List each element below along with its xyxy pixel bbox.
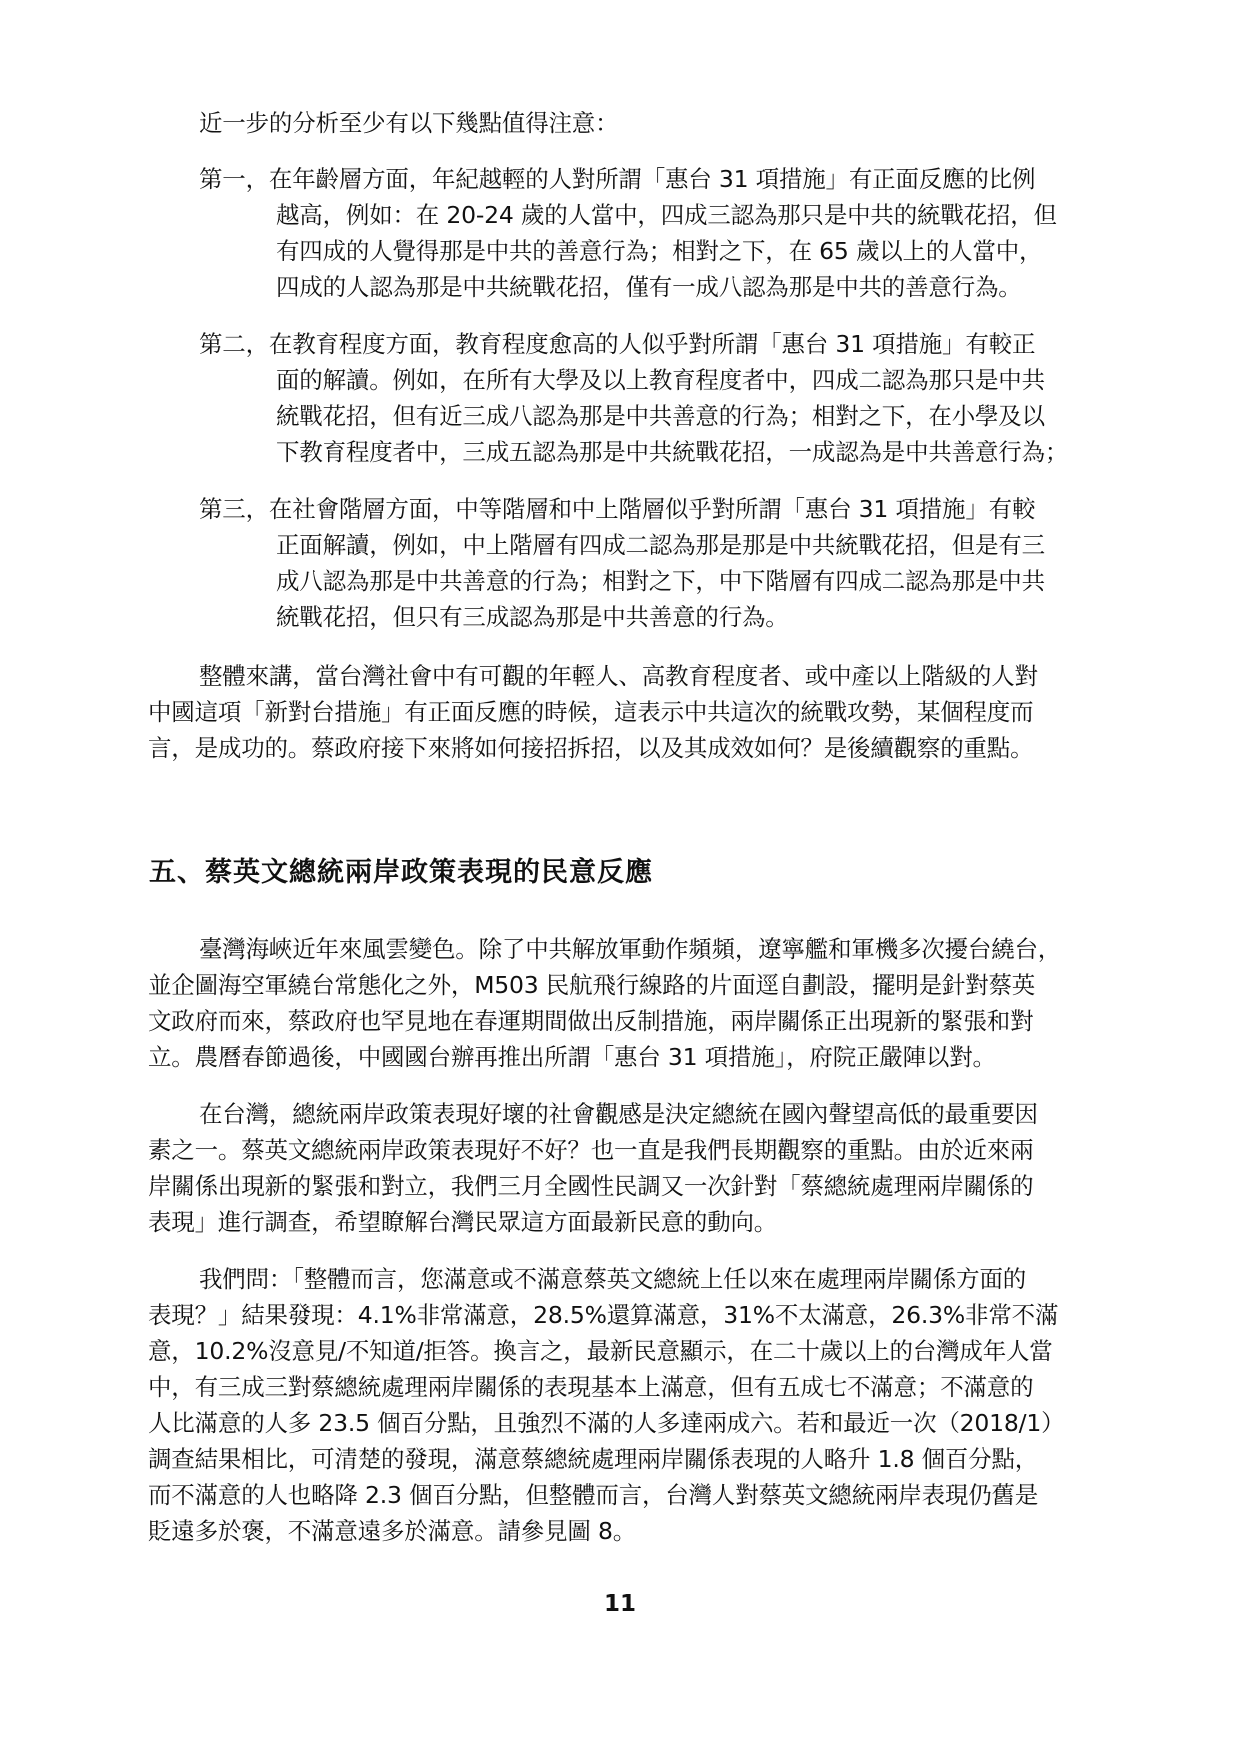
point-line: 統戰花招，但只有三成認為那是中共善意的行為。 <box>276 603 789 631</box>
paragraph-line: 人比滿意的人多 23.5 個百分點，且強烈不滿的人多達兩成六。若和最近一次（2018/1） <box>148 1409 1065 1437</box>
point-line: 成八認為那是中共善意的行為；相對之下，中下階層有四成二認為那是中共 <box>276 567 1045 595</box>
paragraph-line: 言，是成功的。蔡政府接下來將如何接招拆招，以及其成效如何？是後續觀察的重點。 <box>148 734 1034 762</box>
paragraph-line: 貶遠多於褒，不滿意遠多於滿意。請參見圖 8。 <box>148 1517 637 1545</box>
point-line: 面的解讀。例如，在所有大學及以上教育程度者中，四成二認為那只是中共 <box>276 366 1045 394</box>
paragraph-line: 整體來講，當台灣社會中有可觀的年輕人、高教育程度者、或中產以上階級的人對 <box>199 662 1038 690</box>
paragraph-line: 我們問：「整體而言，您滿意或不滿意蔡英文總統上任以來在處理兩岸關係方面的 <box>199 1265 1027 1293</box>
paragraph-line: 在台灣，總統兩岸政策表現好壞的社會觀感是決定總統在國內聲望高低的最重要因 <box>199 1100 1038 1128</box>
point-line: 第三，在社會階層方面，中等階層和中上階層似乎對所謂「惠台 31 項措施」有較 <box>199 495 1036 523</box>
paragraph-line: 中，有三成三對蔡總統處理兩岸關係的表現基本上滿意，但有五成七不滿意；不滿意的 <box>148 1373 1034 1401</box>
point-line: 正面解讀，例如，中上階層有四成二認為那是那是中共統戰花招，但是有三 <box>276 531 1045 559</box>
paragraph-line: 表現」進行調查，希望瞭解台灣民眾這方面最新民意的動向。 <box>148 1208 778 1236</box>
point-line: 越高，例如：在 20-24 歲的人當中，四成三認為那只是中共的統戰花招，但 <box>276 201 1057 229</box>
paragraph-line: 表現？」結果發現：4.1%非常滿意，28.5%還算滿意，31%不太滿意，26.3%非常不滿 <box>148 1301 1059 1329</box>
point-line: 統戰花招，但有近三成八認為那是中共善意的行為；相對之下，在小學及以 <box>276 402 1045 430</box>
page-number: 11 <box>603 1591 636 1617</box>
paragraph-line: 立。農曆春節過後，中國國台辦再推出所謂「惠台 31 項措施」，府院正嚴陣以對。 <box>148 1043 996 1071</box>
paragraph-line: 文政府而來，蔡政府也罕見地在春運期間做出反制措施，兩岸關係正出現新的緊張和對 <box>148 1007 1034 1035</box>
paragraph-line: 岸關係出現新的緊張和對立，我們三月全國性民調又一次針對「蔡總統處理兩岸關係的 <box>148 1172 1034 1200</box>
point-line: 第二，在教育程度方面，教育程度愈高的人似乎對所謂「惠台 31 項措施」有較正 <box>199 330 1036 358</box>
paragraph-line: 意，10.2%沒意見/不知道/拒答。換言之，最新民意顯示，在二十歲以上的台灣成年人當 <box>148 1337 1053 1365</box>
point-line: 第一，在年齡層方面，年紀越輕的人對所謂「惠台 31 項措施」有正面反應的比例 <box>199 165 1036 193</box>
paragraph-line: 素之一。蔡英文總統兩岸政策表現好不好？也一直是我們長期觀察的重點。由於近來兩 <box>148 1136 1034 1164</box>
paragraph-line: 調查結果相比，可清楚的發現，滿意蔡總統處理兩岸關係表現的人略升 1.8 個百分點， <box>148 1445 1039 1473</box>
section-heading: 五、蔡英文總統兩岸政策表現的民意反應 <box>149 857 653 888</box>
paragraph-line: 並企圖海空軍繞台常態化之外，M503 民航飛行線路的片面逕自劃設，擺明是針對蔡英 <box>148 971 1036 999</box>
paragraph-line: 臺灣海峽近年來風雲變色。除了中共解放軍動作頻頻，遼寧艦和軍機多次擾台繞台， <box>199 935 1062 963</box>
point-line: 四成的人認為那是中共統戰花招，僅有一成八認為那是中共的善意行為。 <box>276 273 1022 301</box>
paragraph-line: 中國這項「新對台措施」有正面反應的時候，這表示中共這次的統戰攻勢，某個程度而 <box>148 698 1034 726</box>
intro-line: 近一步的分析至少有以下幾點值得注意： <box>199 109 619 137</box>
paragraph-line: 而不滿意的人也略降 2.3 個百分點，但整體而言，台灣人對蔡英文總統兩岸表現仍舊是 <box>148 1481 1039 1509</box>
point-line: 下教育程度者中，三成五認為那是中共統戰花招，一成認為是中共善意行為； <box>276 438 1069 466</box>
point-line: 有四成的人覺得那是中共的善意行為；相對之下，在 65 歲以上的人當中， <box>276 237 1043 265</box>
